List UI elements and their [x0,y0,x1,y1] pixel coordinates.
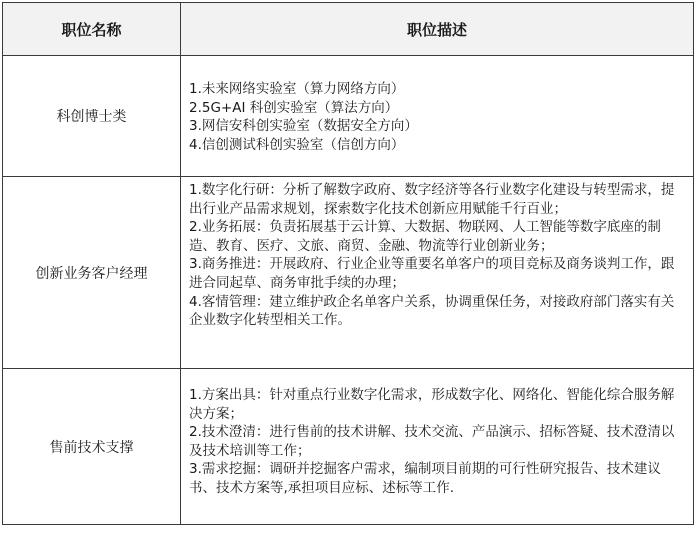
description-line: 1.方案出具：针对重点行业数字化需求，形成数字化、网络化、智能化综合服务解决方案； [189,387,675,422]
job-title-cell: 科创博士类 [3,56,181,177]
header-job-title: 职位名称 [3,3,181,56]
table-row [3,56,694,177]
description-line: 2.技术澄清：进行售前的技术讲解、技术交流、产品演示、招标答疑、技术澄清以及技术培训等工作； [189,424,675,459]
table-header-row [3,3,694,56]
description-line: 4.信创测试科创实验室（信创方向） [189,136,405,153]
description-line: 3.需求挖掘：调研并挖掘客户需求，编制项目前期的可行性研究报告、技术建议书、技术方案等,承担项目应标、述标等工作. [189,461,661,496]
job-title-cell: 创新业务客户经理 [3,177,181,369]
job-description-cell [181,369,694,525]
job-description-cell [181,56,694,177]
description-line: 1.数字化行研：分析了解数字政府、数字经济等各行业数字化建设与转型需求，提出行业产品需求规划，探索数字化技术创新应用赋能千行百业； [189,182,675,217]
description-line: 1.未来网络实验室（算力网络方向） [189,81,405,97]
table-row [3,369,694,525]
header-job-description: 职位描述 [181,3,694,56]
job-description-cell [181,177,694,369]
job-title-cell: 售前技术支撑 [3,369,181,525]
description-line: 2.业务拓展：负责拓展基于云计算、大数据、物联网、人工智能等数字底座的制造、教育、医疗、文旅、商贸、金融、物流等行业创新业务； [189,219,661,254]
description-line: 3.商务推进：开展政府、行业企业等重要名单客户的项目竞标及商务谈判工作，跟进合同起草、商务审批手续的办理； [189,256,675,291]
description-line: 4.客情管理：建立维护政企名单客户关系，协调重保任务，对接政府部门落实有关企业数字化转型相关工作。 [189,293,675,329]
description-line: 2.5G+AI 科创实验室（算法方向） [189,99,399,116]
description-line: 3.网信安科创实验室（数据安全方向） [189,118,418,135]
job-table [2,2,694,525]
table-row [3,177,694,369]
